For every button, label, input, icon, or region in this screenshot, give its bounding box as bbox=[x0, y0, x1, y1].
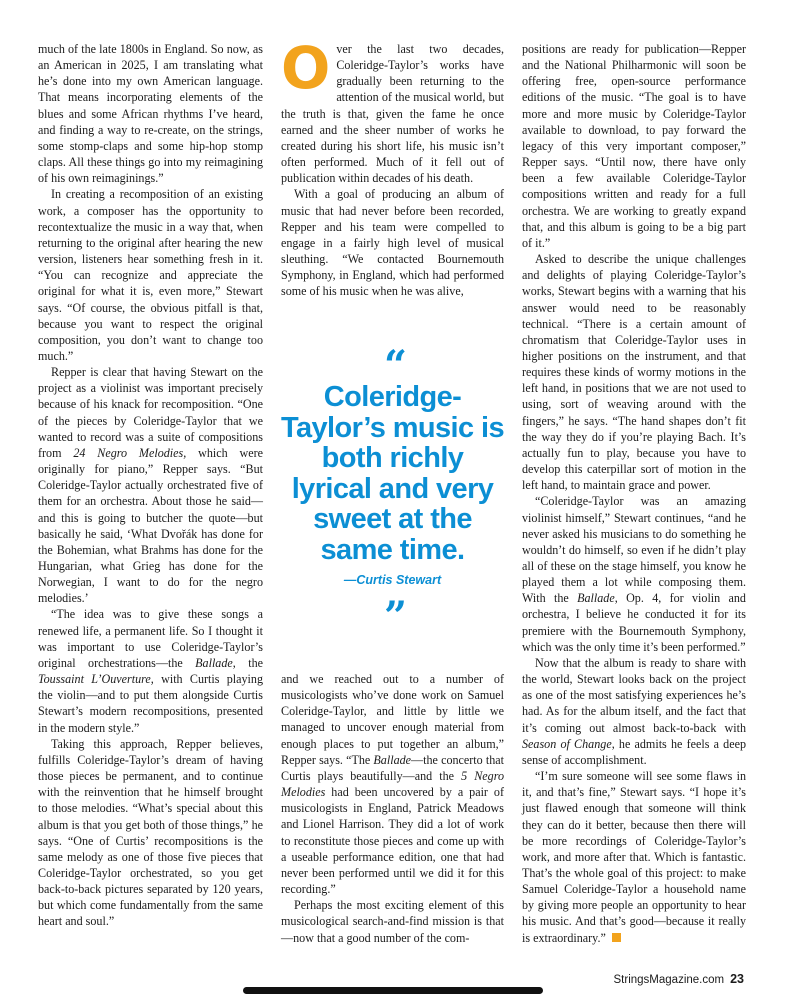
end-of-article-square-icon bbox=[612, 933, 621, 942]
paragraph: Repper is clear that having Stewart on the project as a violinist was important precisely because of his knack for recomposition. “One of the pieces by Coleridge-Taylor that we wanted to record was a suite of compositions from 24 Negro Melodies, which were originally for piano,” Repper says. “But Coleridge-Taylor actually orchestrated five of them for an orchestra. About those he said—and this is going to butcher the quote—but basically he said, ‘What Dvořák has done for the Bohemian, what Brahms has done for the Hungarian, what Grieg has done for the Norwegian, I want to do for the negro melodies.’ bbox=[38, 365, 263, 606]
article-column-2-top bbox=[281, 34, 504, 300]
close-quote-mark: ” bbox=[383, 593, 401, 640]
pull-quote bbox=[281, 340, 504, 640]
paragraph: “I’m sure someone will see some flaws in it, and that’s fine,” Stewart says. “I hope it’s just flawed enough that someone will think they can do it better, because then there will be more recordings of Coleridge-Taylor’s work, and more after that. Which is fantastic. That’s the whole goal of this project: to make Samuel Coleridge-Taylor a household name by giving more people an opportunity to hear his music. And that’s good—because it really is extraordinary.” bbox=[522, 769, 746, 945]
paragraph: and we reached out to a number of musicologists who’ve done work on Samuel Coleridge-Taylor, and little by little we managed to uncover enough material from enough places to put together an album,” Repper says. “The Ballade—the concerto that Curtis plays beautifully—and the 5 Negro Melodies had been uncovered by a pair of musicologists in England, Patrick Meadows and Lionel Harrison. They did a lot of work to reconstitute those pieces and come up with a useable performance edition, one that had never been performed until we did it for this recording.” bbox=[281, 672, 504, 897]
paragraph: In creating a recomposition of an existing work, a composer has the opportunity to recontextualize the music in a way that, when returning to the original after hearing the new version, listeners hear something fresh in it. “You can recognize and appreciate the original for what it is, even more,” Stewart says. “Of course, the obvious pitfall is that, because you want to respect the original composition, you don’t want to change too much.” bbox=[38, 187, 263, 363]
site-name: StringsMagazine.com bbox=[613, 974, 725, 986]
pull-quote-attribution: —Curtis Stewart bbox=[343, 573, 442, 587]
paragraph: With a goal of producing an album of music that had never before been recorded, Repper and his team were compelled to engage in a fairly high level of musical sleuthing. “We contacted Bournemouth Symphony, in England, which had performed some of his music when he was alive, bbox=[281, 187, 504, 299]
paragraph: Asked to describe the unique challenges and delights of playing Coleridge-Taylor’s works, Stewart begins with a warning that his answer would need to be reasonably technical. “There is a certain amount of chromatism that Coleridge-Taylor uses in higher positions on the instrument, and that requires these kinds of wormy motions in the left hand, in positions that we are not used to using, sort of weaving around with the fingers,” he says. “The hand shapes don’t fit the way they do if you’re playing Bach. It’s actually fun to play, because you have to develop this caterpillar sort of motion in the left hand, to maintain grace and power. bbox=[522, 252, 746, 493]
home-indicator-bar[interactable] bbox=[243, 987, 543, 994]
paragraph: much of the late 1800s in England. So now, as an American in 2025, I am translating what he’s done into my own American language. That means incorporating elements of the blues and some African rhythms I’ve heard, and finding a way to re-create, on the strings, some stomp-claps and some hip-hop stomp claps. All these things go into my reimagining of his own reimaginings.” bbox=[38, 42, 263, 186]
paragraph: Over the last two decades, Coleridge-Taylor’s works have gradually been returning to the attention of the musical world, but the truth is that, given the fame he once earned and the sheer number of works he created during his short life, his music isn’t often performed. Much of it fell out of publication within decades of his death. bbox=[281, 34, 504, 186]
open-quote-mark: “ bbox=[383, 342, 401, 389]
article-column-2-bottom bbox=[281, 671, 504, 946]
paragraph: Now that the album is ready to share with the world, Stewart looks back on the project as one of the most satisfying experiences he’s had. As for the album itself, and the fact that it’s coming out almost back-to-back with Season of Change, he admits he feels a deep sense of accomplishment. bbox=[522, 655, 746, 767]
paragraph: Taking this approach, Repper believes, fulfills Coleridge-Taylor’s dream of having those pieces be permanent, and to continue with the reinvention that he himself brought to those melodies. “What’s special about this album is that you get both of those things,” he says. “One of Curtis’ recompositions is the same melody as one of those five pieces that Coleridge-Taylor orchestrated, so you get back-to-back pictures separated by 120 years, but which come fundamentally from the same heart and soul.” bbox=[38, 736, 263, 929]
page-number: 23 bbox=[730, 972, 744, 986]
drop-cap: O bbox=[281, 34, 331, 102]
paragraph: positions are ready for publication—Repper and the National Philharmonic will soon be offering free, open-source performance editions of the music. “The goal is to have more and more music by Coleridge-Taylor available to download, to pay forward the legacy of this very important composer,” Repper says. “Until now, there have only been a few available Coleridge-Taylor compositions written and ready for a full orchestra. We are working to greatly expand that, and this album is going to be a big part of it.” bbox=[522, 42, 746, 250]
page-footer bbox=[614, 972, 744, 986]
paragraph: “Coleridge-Taylor was an amazing violinist himself,” Stewart continues, “and he never asked his musicians to do something he wouldn’t do himself, so even if he didn’t play all of these on the stage himself, you know he played them a lot while composing them. With the Ballade, Op. 4, for violin and orchestra, I believe he conducted it for its premiere with the Bournemouth Symphony, which was the only time it’s been performed.” bbox=[522, 494, 746, 654]
pull-quote-text: Coleridge-Taylor’s music is both richly lyrical and very sweet at the same time. bbox=[281, 381, 504, 566]
article-column-3 bbox=[522, 41, 746, 946]
paragraph: “The idea was to give these songs a renewed life, a permanent life. So I thought it was important to use Coleridge-Taylor’s original orchestrations—the Ballade, the Toussaint L’Ouverture, with Curtis playing the violin—and to put them alongside Curtis Stewart’s modern recompositions, presented in the modern style.” bbox=[38, 607, 263, 735]
article-column-1 bbox=[38, 41, 263, 930]
paragraph: Perhaps the most exciting element of this musicological search-and-find mission is that—now that a good number of the com- bbox=[281, 898, 504, 945]
